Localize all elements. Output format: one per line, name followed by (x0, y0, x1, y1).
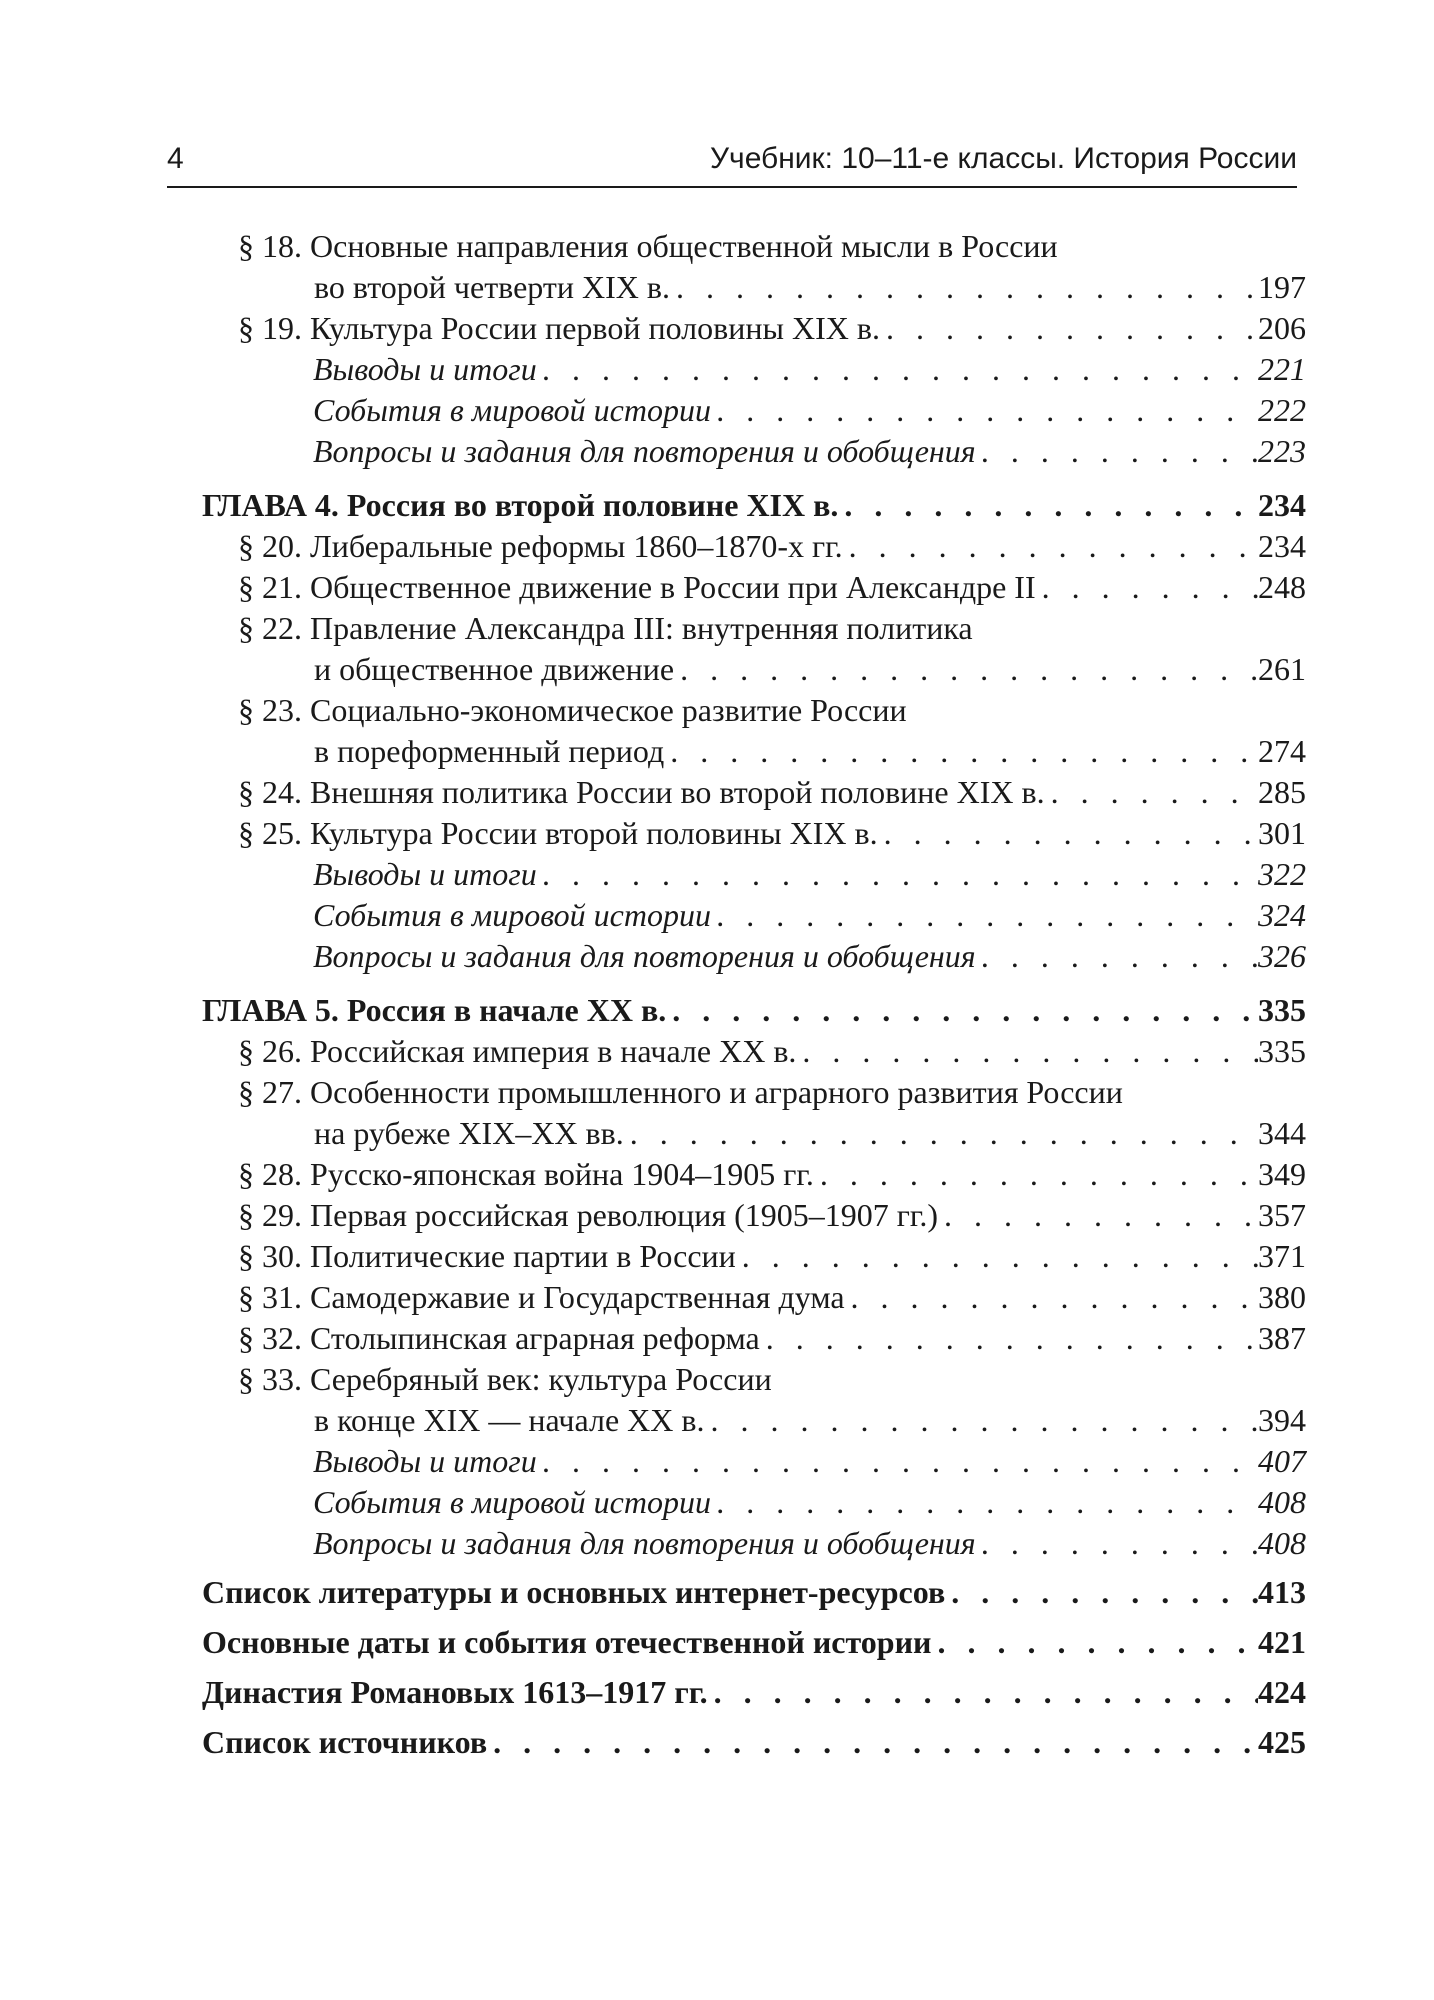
toc-page-number: 335 (1258, 992, 1306, 1028)
toc-entry (238, 308, 1306, 349)
dot-leader (664, 731, 1258, 772)
dot-leader (838, 485, 1258, 526)
toc-entry (313, 1523, 1306, 1564)
toc-entry (313, 936, 1306, 977)
toc-entry (313, 349, 1306, 390)
toc-entry-title: на рубеже XIX–XX вв. (314, 1115, 624, 1151)
dot-leader (670, 267, 1258, 308)
toc-page-number: 349 (1258, 1156, 1306, 1192)
dot-leader (945, 1572, 1258, 1613)
toc-line (202, 1722, 1306, 1763)
toc-page-number: 371 (1258, 1238, 1306, 1274)
toc-line (313, 854, 1306, 895)
dot-leader (708, 1672, 1258, 1713)
toc-entry-title: § 26. Российская империя в начале XX в. (238, 1033, 797, 1069)
toc-line (202, 1672, 1306, 1713)
toc-entry-title: Выводы и итоги (313, 1443, 537, 1479)
dot-leader (796, 1031, 1258, 1072)
toc-line (238, 267, 1306, 308)
toc-entry-title: § 20. Либеральные реформы 1860–1870-х гг. (238, 528, 843, 564)
dot-leader (814, 1154, 1258, 1195)
toc-entry (202, 1722, 1306, 1763)
toc-page-number: 335 (1258, 1033, 1306, 1069)
toc-page-number: 357 (1258, 1197, 1306, 1233)
toc-entry-title: События в мировой истории (313, 392, 711, 428)
toc-entry-title: § 23. Социально-экономическое развитие России (238, 692, 907, 728)
toc-line (238, 1031, 1306, 1072)
toc-line (313, 349, 1306, 390)
toc-page-number: 387 (1258, 1320, 1306, 1356)
toc-line (313, 895, 1306, 936)
toc-line (238, 813, 1306, 854)
toc-page-number: 408 (1258, 1484, 1306, 1520)
dot-leader (1045, 772, 1258, 813)
toc-line (202, 485, 1306, 526)
toc-entry-title: в конце XIX — начале XX в. (314, 1402, 705, 1438)
toc-line (238, 1236, 1306, 1277)
toc-entry-title: § 30. Политические партии в России (238, 1238, 736, 1274)
toc-line (313, 1482, 1306, 1523)
toc-line (238, 226, 1306, 267)
dot-leader (487, 1722, 1258, 1763)
toc-entry-title: § 22. Правление Александра III: внутренняя политика (238, 610, 973, 646)
dot-leader (938, 1195, 1258, 1236)
toc-entry (238, 608, 1306, 690)
toc-entry-title: § 32. Столыпинская аграрная реформа (238, 1320, 760, 1356)
toc-page-number: 380 (1258, 1279, 1306, 1315)
dot-leader (711, 390, 1258, 431)
toc-entry-title: во второй четверти XIX в. (314, 269, 670, 305)
toc-entry (313, 1482, 1306, 1523)
toc-entry (238, 1359, 1306, 1441)
page-number: 4 (167, 142, 184, 175)
toc-page-number: 424 (1258, 1674, 1306, 1710)
toc-page-number: 407 (1258, 1443, 1306, 1479)
table-of-contents (202, 226, 1306, 1763)
toc-entry-title: в пореформенный период (314, 733, 665, 769)
toc-entry (238, 1318, 1306, 1359)
toc-entry (313, 895, 1306, 936)
dot-leader (976, 936, 1258, 977)
toc-entry (313, 390, 1306, 431)
toc-entry-title: Список литературы и основных интернет-ресурсов (202, 1574, 946, 1610)
toc-entry-title: § 33. Серебряный век: культура России (238, 1361, 772, 1397)
toc-line (238, 690, 1306, 731)
toc-page-number: 425 (1258, 1724, 1306, 1760)
toc-line (238, 1318, 1306, 1359)
toc-entry-title: Вопросы и задания для повторения и обобщения (313, 1525, 976, 1561)
dot-leader (666, 990, 1258, 1031)
toc-page-number: 324 (1258, 897, 1306, 933)
toc-entry (238, 690, 1306, 772)
toc-entry-title: Вопросы и задания для повторения и обобщения (313, 433, 976, 469)
toc-entry (238, 567, 1306, 608)
toc-entry (238, 1236, 1306, 1277)
toc-line (202, 990, 1306, 1031)
toc-entry (238, 1154, 1306, 1195)
toc-line (238, 772, 1306, 813)
toc-line (313, 431, 1306, 472)
toc-page-number: 322 (1258, 856, 1306, 892)
toc-entry (313, 854, 1306, 895)
dot-leader (976, 1523, 1258, 1564)
toc-entry (202, 1672, 1306, 1713)
toc-page-number: 261 (1258, 651, 1306, 687)
toc-page-number: 234 (1258, 487, 1306, 523)
toc-line (238, 1113, 1306, 1154)
dot-leader (537, 1441, 1258, 1482)
toc-line (238, 1154, 1306, 1195)
toc-entry-title: Выводы и итоги (313, 351, 537, 387)
toc-line (202, 1622, 1306, 1663)
dot-leader (931, 1622, 1258, 1663)
dot-leader (845, 1277, 1258, 1318)
toc-line (238, 649, 1306, 690)
toc-page-number: 301 (1258, 815, 1306, 851)
toc-page-number: 394 (1258, 1402, 1306, 1438)
toc-entry (202, 485, 1306, 526)
toc-entry (238, 1072, 1306, 1154)
toc-entry-title: § 21. Общественное движение в России при Александре II (238, 569, 1036, 605)
toc-line (238, 526, 1306, 567)
dot-leader (880, 308, 1258, 349)
toc-page-number: 326 (1258, 938, 1306, 974)
toc-entry-title: Династия Романовых 1613–1917 гг. (202, 1674, 708, 1710)
running-title: Учебник: 10–11-е классы. История России (710, 142, 1297, 175)
toc-line (238, 1359, 1306, 1400)
toc-entry (238, 226, 1306, 308)
toc-entry-title: § 24. Внешняя политика России во второй половине XIX в. (238, 774, 1045, 810)
toc-entry-title: ГЛАВА 4. Россия во второй половине XIX в. (202, 487, 839, 523)
toc-entry-title: События в мировой истории (313, 897, 711, 933)
toc-line (313, 1523, 1306, 1564)
toc-page-number: 421 (1258, 1624, 1306, 1660)
toc-entry-title: § 29. Первая российская революция (1905–1907 гг.) (238, 1197, 939, 1233)
toc-page-number: 197 (1258, 269, 1306, 305)
toc-entry (202, 990, 1306, 1031)
toc-entry (238, 1277, 1306, 1318)
toc-line (238, 1400, 1306, 1441)
toc-entry-title: § 25. Культура России второй половины XIX в. (238, 815, 878, 851)
toc-page-number: 234 (1258, 528, 1306, 564)
toc-page-number: 222 (1258, 392, 1306, 428)
toc-entry-title: События в мировой истории (313, 1484, 711, 1520)
toc-line (238, 1277, 1306, 1318)
toc-page-number: 248 (1258, 569, 1306, 605)
toc-line (238, 608, 1306, 649)
toc-line (238, 308, 1306, 349)
toc-entry (238, 526, 1306, 567)
toc-entry (238, 772, 1306, 813)
toc-page-number: 274 (1258, 733, 1306, 769)
toc-entry (202, 1622, 1306, 1663)
dot-leader (1036, 567, 1258, 608)
dot-leader (760, 1318, 1258, 1359)
dot-leader (624, 1113, 1258, 1154)
toc-page-number: 413 (1258, 1574, 1306, 1610)
toc-entry (238, 813, 1306, 854)
dot-leader (976, 431, 1258, 472)
toc-line (238, 567, 1306, 608)
toc-line (313, 390, 1306, 431)
toc-entry (238, 1195, 1306, 1236)
toc-page-number: 344 (1258, 1115, 1306, 1151)
toc-entry-title: Основные даты и события отечественной истории (202, 1624, 932, 1660)
toc-entry-title: § 28. Русско-японская война 1904–1905 гг. (238, 1156, 814, 1192)
toc-entry (313, 1441, 1306, 1482)
dot-leader (711, 1482, 1258, 1523)
toc-entry (313, 431, 1306, 472)
toc-entry-title: § 19. Культура России первой половины XIX в. (238, 310, 880, 346)
toc-entry (202, 1572, 1306, 1613)
toc-line (238, 1195, 1306, 1236)
toc-entry-title: Выводы и итоги (313, 856, 537, 892)
toc-page-number: 285 (1258, 774, 1306, 810)
dot-leader (537, 349, 1258, 390)
dot-leader (537, 854, 1258, 895)
toc-entry-title: Список источников (202, 1724, 488, 1760)
toc-line (313, 936, 1306, 977)
toc-entry-title: Вопросы и задания для повторения и обобщения (313, 938, 976, 974)
dot-leader (711, 895, 1258, 936)
toc-entry-title: § 27. Особенности промышленного и аграрного развития России (238, 1074, 1123, 1110)
toc-entry-title: § 31. Самодержавие и Государственная дума (238, 1279, 845, 1315)
toc-entry (238, 1031, 1306, 1072)
dot-leader (843, 526, 1258, 567)
dot-leader (704, 1400, 1258, 1441)
toc-entry-title: ГЛАВА 5. Россия в начале XX в. (202, 992, 667, 1028)
toc-entry-title: § 18. Основные направления общественной мысли в России (238, 228, 1058, 264)
toc-line (238, 731, 1306, 772)
toc-line (238, 1072, 1306, 1113)
toc-page-number: 408 (1258, 1525, 1306, 1561)
toc-page-number: 206 (1258, 310, 1306, 346)
toc-line (313, 1441, 1306, 1482)
running-header (167, 136, 1297, 188)
dot-leader (878, 813, 1258, 854)
toc-entry-title: и общественное движение (314, 651, 675, 687)
dot-leader (736, 1236, 1258, 1277)
toc-page-number: 221 (1258, 351, 1306, 387)
dot-leader (674, 649, 1258, 690)
toc-line (202, 1572, 1306, 1613)
toc-page-number: 223 (1258, 433, 1306, 469)
